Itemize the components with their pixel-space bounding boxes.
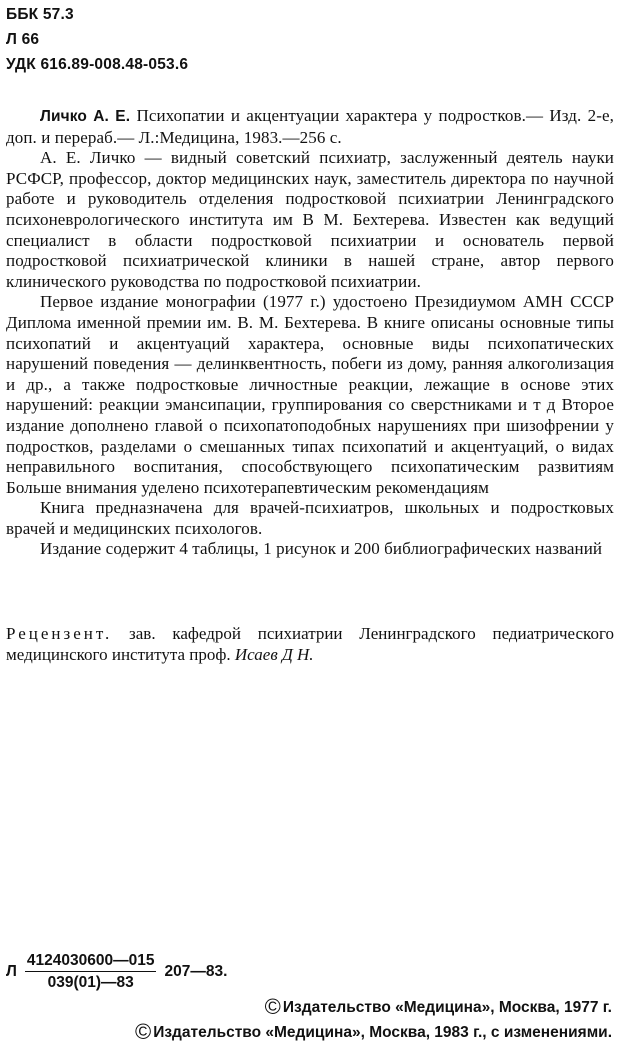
index-letter: Л (6, 963, 17, 980)
l-code: Л 66 (6, 31, 40, 48)
copyright-icon: © (134, 1019, 152, 1044)
index-denominator: 039(01)—83 (47, 974, 134, 991)
copyright-block (135, 995, 612, 1045)
annotation (6, 106, 614, 560)
author-bio-paragraph: А. Е. Личко — видный советский психиатр, заслуженный деятель науки РСФСР, профессор, доктор медицинских наук, заместитель директора по научной работе и руководитель отделения подростковой психиатрии Ленинградского психоневрологического института им В М. Бехтерева. Известен как ведущий специалист в области подростковой психиатрии и основатель первой подростковой психиатрической клиники в нашей стране, автор первого клинического руководства по подростковой психиатрии. (6, 148, 614, 291)
reviewer-note (6, 624, 614, 665)
reviewer-name: Исаев Д Н. (234, 644, 314, 664)
contents-paragraph: Издание содержит 4 таблицы, 1 рисунок и 200 библиографических названий (40, 539, 603, 559)
reviewer-text: зав. кафедрой психиатрии Ленинградского педиатрического медицинского института проф. (6, 624, 614, 664)
bbk-code: ББК 57.3 (6, 6, 74, 23)
index-fraction (25, 952, 157, 992)
bibliographic-description: Психопатии и акцентуации характера у подростков.— Изд. 2-е, доп. и перераб.— Л.:Медицина, 1983.—256 с. (6, 106, 614, 147)
edition-paragraph: Первое издание монографии (1977 г.) удостоено Президиумом АМН СССР Диплома именной премии им. В. М. Бехтерева. В книге описаны основные типы психопатий и акцентуаций характера, основные виды психопатических нарушений поведения — делинквентность, побеги из дому, ранняя алкоголизация и др., а также подростковые личностные реакции, лежащие в основе этих нарушений: реакции эмансипации, группирования со сверстниками и т д Второе издание дополнено главой о психопатоподобных нарушениях при шизофрении у подростков, разделами о смешанных типах психопатий и акцентуаций, о видах неправильного воспитания, способствующего психопатическим развитиям Больше внимания уделено психотерапевтическим рекомендациям (6, 292, 614, 497)
udk-code: УДК 616.89-008.48-053.6 (6, 56, 189, 73)
author-name: Личко А. Е. (40, 108, 131, 125)
index-suffix: 207—83. (164, 963, 228, 980)
copyright-icon: © (264, 994, 281, 1019)
classification-codes (6, 2, 188, 77)
copyright-text-1977: Издательство «Медицина», Москва, 1977 г. (282, 999, 612, 1016)
audience-paragraph: Книга предназначена для врачей-психиатров, школьных и подростковых врачей и медицинских психологов. (6, 498, 614, 538)
bibliographic-record (6, 106, 614, 148)
copyright-line-1983 (135, 1020, 612, 1045)
copyright-text-1983: Издательство «Медицина», Москва, 1983 г., с изменениями. (153, 1024, 612, 1041)
publication-index (6, 952, 227, 992)
copyright-line-1977 (135, 995, 612, 1020)
reviewer-label: Рецензент. (6, 624, 113, 643)
index-numerator: 4124030600—015 (25, 952, 157, 972)
